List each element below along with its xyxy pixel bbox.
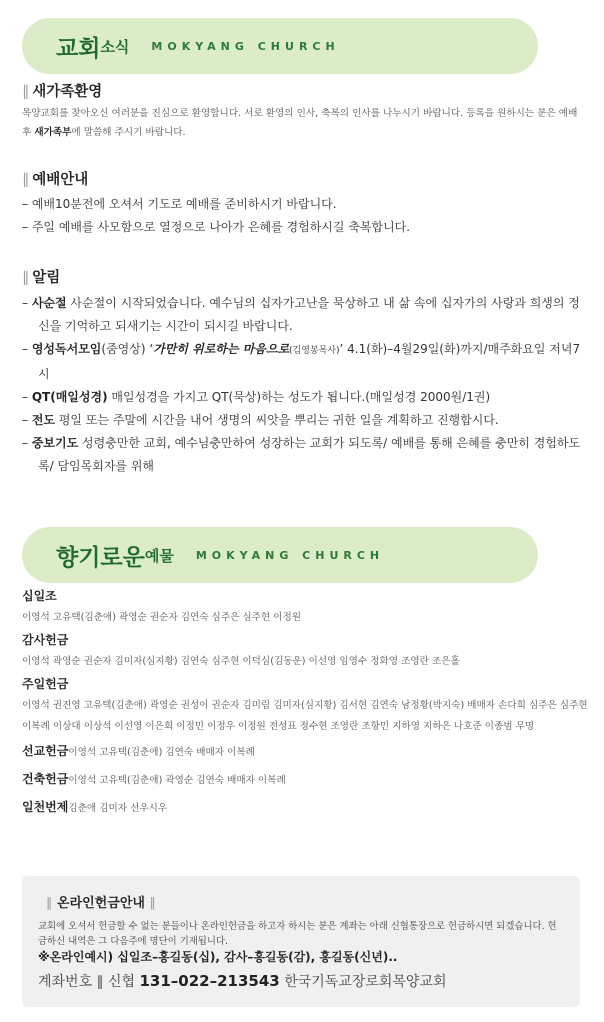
offering-banner-title: 향기로운 [56,544,145,571]
thanks-title: 감사헌금 [22,633,69,647]
offering-banner-subtitle: 예물 [144,546,174,565]
notice-item-prayer: – 중보기도 성령충만한 교회, 예수님충만하여 성장하는 교회가 되도록/ 예배를 통해 은혜를 충만히 경험하도록/ 담임목회자를 위해 [22,436,581,473]
notice-list [22,292,588,478]
thanks-names: 이영석 곽영순 권순자 김미자(심지황) 김연숙 심주현 이덕심(김동운) 이선영 임영수 정화영 조영란 조은홀 [22,656,460,667]
online-offering-box [22,876,580,1007]
news-banner [22,18,538,74]
notice-item-qt: – QT(매일성경) 매일성경을 가지고 QT(묵상)하는 성도가 됩니다.(매일성경 2000원/1권) [22,390,491,404]
first-names: 김춘애 김미자 선우시우 [68,803,168,814]
sunday-title: 주일헌금 [22,677,69,691]
mission-title: 선교헌금 [22,744,69,758]
first-row [22,795,588,819]
offering-banner-english: MOKYANG CHURCH [195,548,385,562]
notice-item-reading: – 영성독서모임(줌영상) ‘가만히 위로하는 마음으로(김영봉목사)’ 4.1(화)–4월29일(화)까지/매주화요일 저녁7시 [22,342,581,381]
news-banner-subtitle: 소식 [100,37,130,56]
building-names: 이영석 고유택(김춘애) 곽영순 김연숙 배매자 이복례 [68,775,286,786]
notice-item-evangelism: – 전도 평일 또는 주말에 시간을 내어 생명의 씨앗을 뿌리는 귀한 일을 계획하고 진행합시다. [22,413,499,427]
notice-heading: ∥ 알림 [22,270,61,286]
online-offering-title: ∥ 온라인헌금안내 ∥ [46,896,156,911]
first-title: 일천번제 [22,800,69,814]
welcome-heading: ∥ 새가족환영 [22,84,103,100]
worship-item: – 예배10분전에 오셔서 기도로 예배를 준비하시기 바랍니다. [22,197,337,211]
mission-names: 이영석 고유택(김춘애) 김연숙 배매자 이복례 [68,747,255,758]
worship-list [22,193,588,239]
online-offering-desc: 교회에 오셔서 헌금할 수 없는 분들이나 온라인헌금을 하고자 하시는 분은 계좌는 아래 신협통장으로 헌금하시면 되겠습니다. 헌금하신 내역은 그 다음주에 명단이 기재됩니다. [38,921,557,947]
notice-item-lent: – 사순절 사순절이 시작되었습니다. 예수님의 십자가고난을 묵상하고 내 삶 속에 십자가의 사랑과 희생의 정신을 기억하고 되새기는 시간이 되시길 바랍니다. [22,296,580,333]
offering-list [22,586,588,819]
offering-banner [22,527,538,583]
new-family-dept: 새가족부 [34,127,72,138]
building-row [22,767,588,791]
building-title: 건축헌금 [22,772,69,786]
worship-heading: ∥ 예배안내 [22,172,89,188]
online-offering-example: ※온라인예시) 십일조–홍길동(십), 감사–홍길동(감), 홍길동(신년).. [38,950,398,964]
tithe-names: 이영석 고유택(김춘애) 곽영순 권순자 김연숙 심주은 심주현 이정원 [22,612,302,623]
news-banner-english: MOKYANG CHURCH [151,39,340,53]
account-number: 계좌번호 ∥ 신협 131–022–213543 한국기독교장로회목양교회 [38,972,447,990]
mission-row [22,739,588,763]
sunday-names: 이영석 권진영 고유택(김춘애) 곽영순 권성이 권순자 김미림 김미자(심지황) 김서현 김연숙 남정황(박지숙) 배매자 손다희 심주은 심주현 이복례 이상대 이상석 이선영 이은희 이정민 이정우 이정원 전성표 정수현 조영란 조항민 지하영 지하은 나호준 이종범 무명 [22,700,588,732]
worship-item: – 주일 예배를 사모함으로 열정으로 나아가 은혜를 경험하시길 축복합니다. [22,220,411,234]
welcome-body: 목양교회를 찾아오신 여러분을 진심으로 환영합니다. 서로 환영의 인사, 축복의 인사를 나누시기 바랍니다. 등록을 원하시는 분은 예배 후 새가족부에 말씀해 주시기 바랍니다. [22,108,578,138]
tithe-title: 십일조 [22,589,57,603]
news-banner-title: 교회 [56,35,101,62]
